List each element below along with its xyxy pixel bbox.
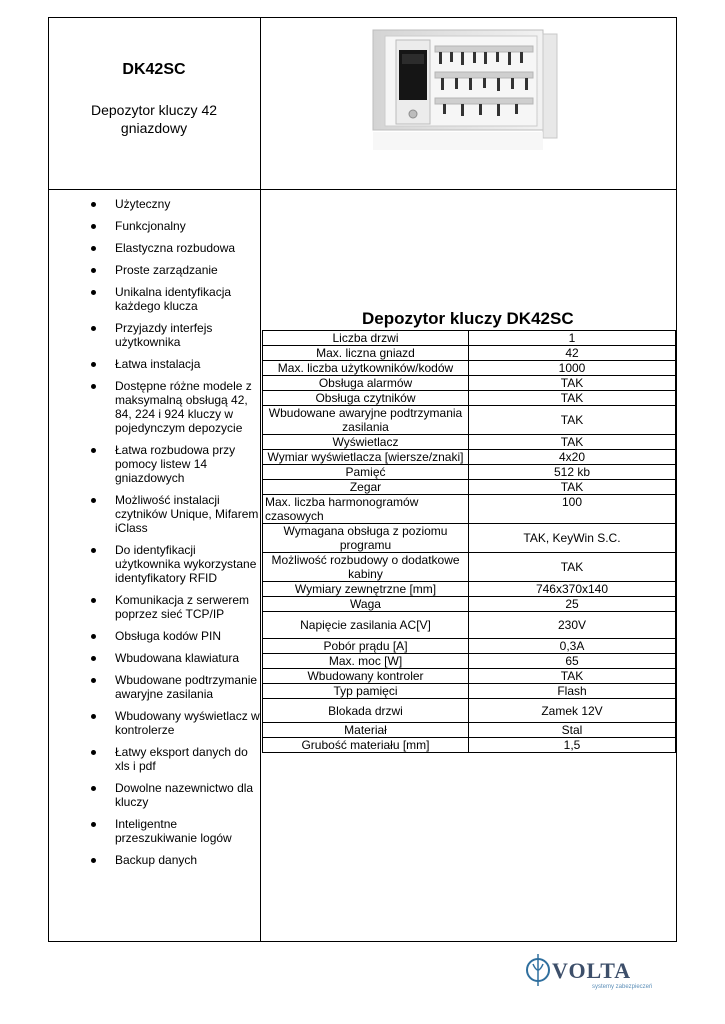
feature-item <box>88 543 260 585</box>
model-name: DK42SC <box>122 61 186 78</box>
table-row <box>263 669 676 684</box>
spec-value: TAK, KeyWin S.C. <box>469 524 676 553</box>
bullet-icon <box>91 548 96 553</box>
spec-label: Pobór prądu [A] <box>263 639 469 654</box>
logo-tagline: systemy zabezpieczeń <box>592 984 653 990</box>
spec-label: Max. liczba harmonogramów czasowych <box>263 495 469 524</box>
spec-value: 100 <box>469 495 676 524</box>
spec-value: 512 kb <box>469 465 676 480</box>
feature-text: Wbudowane podtrzymanie awaryjne zasilania <box>115 673 258 701</box>
feature-text: Komunikacja z serwerem poprzez sieć TCP/IP <box>115 593 250 621</box>
spec-value: TAK <box>469 553 676 582</box>
feature-text: Łatwy eksport danych do xls i pdf <box>115 745 248 773</box>
feature-item <box>88 357 260 371</box>
feature-item <box>88 443 260 485</box>
bullet-icon <box>91 634 96 639</box>
column-divider <box>260 17 261 942</box>
spec-value: Flash <box>469 684 676 699</box>
feature-text: Dowolne nazewnictwo dla kluczy <box>115 781 254 809</box>
spec-value: 1 <box>469 331 676 346</box>
spec-label: Pamięć <box>263 465 469 480</box>
bullet-icon <box>91 224 96 229</box>
feature-item <box>88 197 260 211</box>
spec-value: 0,3A <box>469 639 676 654</box>
table-row <box>263 331 676 346</box>
spec-label: Wymagana obsługa z poziomu programu <box>263 524 469 553</box>
spec-value: TAK <box>469 376 676 391</box>
row-divider <box>48 189 677 190</box>
spec-value: 1,5 <box>469 738 676 753</box>
feature-text: Użyteczny <box>115 197 171 211</box>
feature-text: Wbudowany wyświetlacz w kontrolerze <box>115 709 260 737</box>
table-row <box>263 480 676 495</box>
volta-logo <box>524 950 674 992</box>
feature-item <box>88 673 260 701</box>
feature-item <box>88 219 260 233</box>
feature-text: Elastyczna rozbudowa <box>115 241 236 255</box>
spec-label: Zegar <box>263 480 469 495</box>
table-row <box>263 450 676 465</box>
table-row <box>263 361 676 376</box>
bullet-icon <box>91 714 96 719</box>
logo-brand: VOLTA <box>552 958 632 983</box>
bullet-icon <box>91 290 96 295</box>
spec-label: Max. liczna gniazd <box>263 346 469 361</box>
bullet-icon <box>91 498 96 503</box>
bullet-icon <box>91 448 96 453</box>
spec-value: TAK <box>469 391 676 406</box>
table-row <box>263 524 676 553</box>
spec-value: TAK <box>469 669 676 684</box>
bullet-icon <box>91 246 96 251</box>
feature-item <box>88 285 260 313</box>
feature-item <box>88 745 260 773</box>
spec-value: 42 <box>469 346 676 361</box>
spec-value: TAK <box>469 435 676 450</box>
feature-item <box>88 241 260 255</box>
spec-value: 4x20 <box>469 450 676 465</box>
spec-label: Grubość materiału [mm] <box>263 738 469 753</box>
feature-text: Funkcjonalny <box>115 219 186 233</box>
feature-item <box>88 379 260 435</box>
bullet-icon <box>91 786 96 791</box>
bullet-icon <box>91 268 96 273</box>
feature-text: Łatwa rozbudowa przy pomocy listew 14 gniazdowych <box>115 443 236 485</box>
feature-text: Obsługa kodów PIN <box>115 629 222 643</box>
spec-value: TAK <box>469 480 676 495</box>
spec-label: Wymiary zewnętrzne [mm] <box>263 582 469 597</box>
table-row <box>263 553 676 582</box>
bullet-icon <box>91 598 96 603</box>
spec-value: Stal <box>469 723 676 738</box>
feature-item <box>88 817 260 845</box>
bullet-icon <box>91 202 96 207</box>
spec-label: Max. moc [W] <box>263 654 469 669</box>
table-row <box>263 738 676 753</box>
table-row <box>263 346 676 361</box>
spec-label: Obsługa czytników <box>263 391 469 406</box>
bullet-icon <box>91 326 96 331</box>
table-row <box>263 376 676 391</box>
feature-list <box>88 197 260 875</box>
table-row <box>263 582 676 597</box>
bullet-icon <box>91 822 96 827</box>
table-row <box>263 639 676 654</box>
feature-item <box>88 629 260 643</box>
feature-item <box>88 709 260 737</box>
feature-text: Przyjazdy interfejs użytkownika <box>115 321 213 349</box>
spec-value: 746x370x140 <box>469 582 676 597</box>
spec-value: 65 <box>469 654 676 669</box>
table-row <box>263 684 676 699</box>
bullet-icon <box>91 858 96 863</box>
feature-text: Proste zarządzanie <box>115 263 218 277</box>
feature-item <box>88 493 260 535</box>
table-row <box>263 699 676 723</box>
feature-text: Dostępne różne modele z maksymalną obsługą 42, 84, 224 i 924 kluczy w pojedynczym depozycie <box>115 379 252 435</box>
product-subtitle: Depozytor kluczy 42 gniazdowy <box>90 102 218 136</box>
spec-value: 1000 <box>469 361 676 376</box>
table-row <box>263 612 676 639</box>
spec-value: 230V <box>469 612 676 639</box>
spec-label: Wymiar wyświetlacza [wiersze/znaki] <box>263 450 469 465</box>
spec-value: 25 <box>469 597 676 612</box>
table-row <box>263 465 676 480</box>
key-cabinet-image <box>371 28 565 152</box>
table-row <box>263 723 676 738</box>
feature-text: Wbudowana klawiatura <box>115 651 240 665</box>
spec-label: Obsługa alarmów <box>263 376 469 391</box>
spec-label: Wbudowane awaryjne podtrzymania zasilania <box>263 406 469 435</box>
feature-text: Możliwość instalacji czytników Unique, Mifarem iClass <box>115 493 259 535</box>
spec-label: Wyświetlacz <box>263 435 469 450</box>
spec-label: Max. liczba użytkowników/kodów <box>263 361 469 376</box>
table-row <box>263 495 676 524</box>
spec-label: Wbudowany kontroler <box>263 669 469 684</box>
feature-text: Do identyfikacji użytkownika wykorzystane identyfikatory RFID <box>115 543 257 585</box>
spec-table <box>262 330 676 753</box>
spec-label: Waga <box>263 597 469 612</box>
feature-item <box>88 781 260 809</box>
feature-text: Łatwa instalacja <box>115 357 201 371</box>
feature-item <box>88 263 260 277</box>
feature-text: Backup danych <box>115 853 198 867</box>
table-row <box>263 597 676 612</box>
spec-table-title: Depozytor kluczy DK42SC <box>362 309 574 328</box>
table-row <box>263 435 676 450</box>
bullet-icon <box>91 384 96 389</box>
bullet-icon <box>91 362 96 367</box>
spec-label: Możliwość rozbudowy o dodatkowe kabiny <box>263 553 469 582</box>
spec-label: Typ pamięci <box>263 684 469 699</box>
spec-label: Materiał <box>263 723 469 738</box>
feature-item <box>88 321 260 349</box>
spec-label: Liczba drzwi <box>263 331 469 346</box>
feature-item <box>88 593 260 621</box>
bullet-icon <box>91 678 96 683</box>
spec-label: Napięcie zasilania AC[V] <box>263 612 469 639</box>
spec-value: TAK <box>469 406 676 435</box>
bullet-icon <box>91 750 96 755</box>
feature-item <box>88 651 260 665</box>
feature-text: Unikalna identyfikacja każdego klucza <box>115 285 232 313</box>
spec-value: Zamek 12V <box>469 699 676 723</box>
table-row <box>263 406 676 435</box>
bullet-icon <box>91 656 96 661</box>
table-row <box>263 654 676 669</box>
spec-label: Blokada drzwi <box>263 699 469 723</box>
feature-item <box>88 853 260 867</box>
feature-text: Inteligentne przeszukiwanie logów <box>115 817 232 845</box>
table-row <box>263 391 676 406</box>
